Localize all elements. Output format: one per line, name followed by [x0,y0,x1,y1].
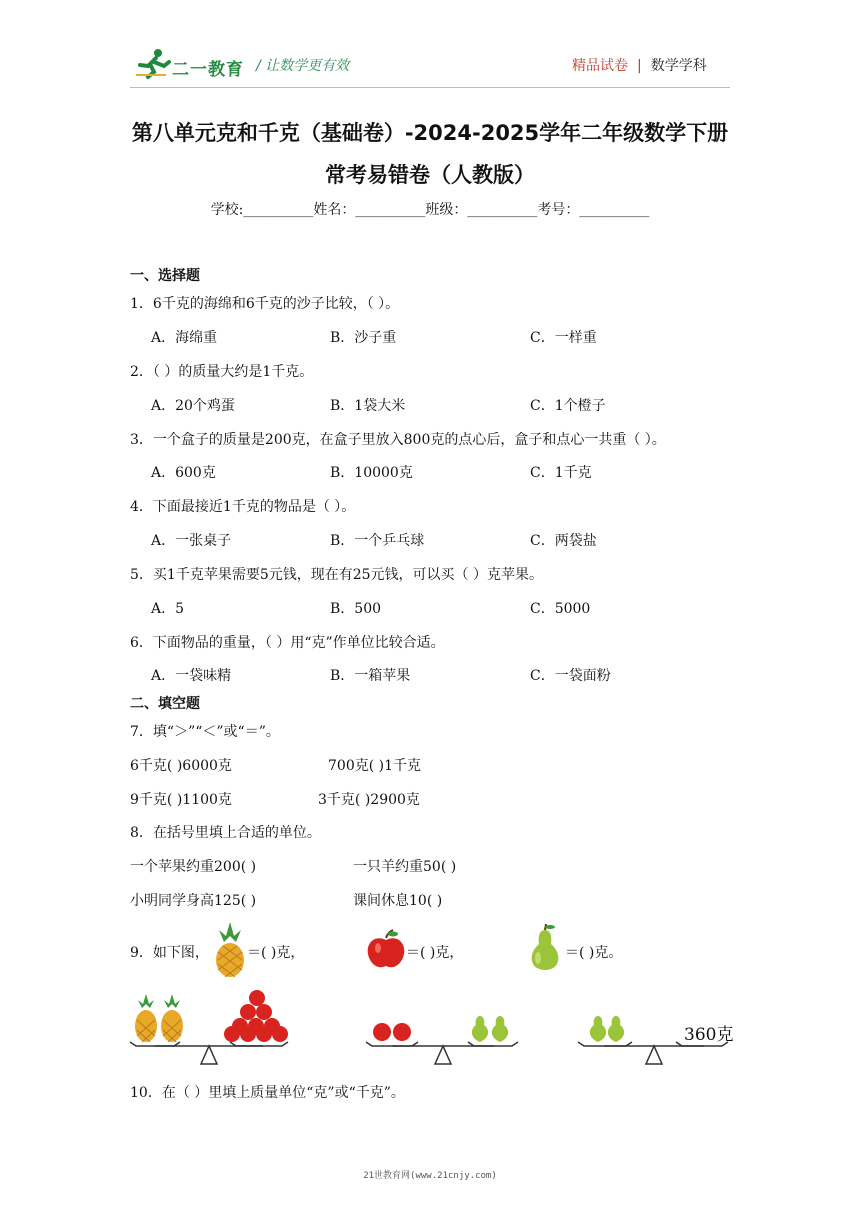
header-separator: | [637,58,642,74]
q4-option-b: B．一个乒乓球 [330,533,425,549]
question-4: 4．下面最接近1千克的物品是（ ）。 [130,499,356,515]
q1-option-c: C．一样重 [530,330,597,346]
q6-option-c: C．一袋面粉 [530,668,611,684]
apple-icon [366,930,406,970]
pineapple-icon [213,922,247,978]
pineapple-icon [135,994,157,1042]
logo-runner-icon [136,48,172,78]
pineapple-icon [161,994,183,1042]
question-9: 9．如下图， [130,945,209,961]
pear-icon [528,924,562,972]
balance-scale-2 [364,988,524,1068]
question-3: 3．一个盒子的质量是200克，在盒子里放入800克的点心后，盒子和点心一共重（ ）。 [130,432,666,448]
q1-option-a: A．海绵重 [151,330,218,346]
q4-option-c: C．两袋盐 [530,533,597,549]
question-7: 7．填“＞”“＜”或“＝”。 [130,724,280,740]
q8-row2-a: 小明同学身高125( ) [130,893,257,909]
q9-pear-blank: ＝( )克。 [565,945,623,961]
pear-icon [590,1016,624,1042]
balance-scale-1 [130,988,290,1068]
brand-name: 二一教育 [172,60,244,80]
question-6: 6．下面物品的重量，（ ）用“克”作单位比较合适。 [130,635,445,651]
question-8: 8．在括号里填上合适的单位。 [130,825,321,841]
q6-option-b: B．一箱苹果 [330,668,411,684]
question-5: 5．买1千克苹果需要5元钱，现在有25元钱，可以买（ ）克苹果。 [130,567,543,583]
section-fill-heading: 二、填空题 [130,696,200,712]
q2-option-a: A．20个鸡蛋 [151,398,235,414]
question-10: 10．在（ ）里填上质量单位“克”或“千克”。 [130,1085,405,1101]
header-tag-subject: 数学学科 [650,58,707,74]
q8-row1-a: 一个苹果约重200( ) [130,859,257,875]
header-tag-quality: 精品试卷 [572,58,628,74]
q4-option-a: A．一张桌子 [151,533,232,549]
q7-row1-b: 700克( )1千克 [328,758,422,774]
q7-row2-a: 9千克( )1100克 [130,792,232,808]
q3-option-c: C．1千克 [530,465,592,481]
header-right [572,55,707,75]
apple-pile-icon [224,990,288,1042]
q9-apple-blank: ＝( )克， [406,945,464,961]
question-2: 2．（ ）的质量大约是1千克。 [130,364,314,380]
q5-option-a: A．5 [151,601,185,617]
page-footer: 21世教育网(www.21cnjy.com) [363,1171,497,1181]
slogan: / 让数学更有效 [256,58,350,74]
q9-pineapple-blank: ＝( )克， [247,945,305,961]
q2-option-c: C．1个橙子 [530,398,606,414]
q8-row1-b: 一只羊约重50( ) [353,859,457,875]
q5-option-b: B．500 [330,601,382,617]
q6-option-a: A．一袋味精 [151,668,232,684]
apple-icon [373,1023,411,1041]
q1-option-b: B．沙子重 [330,330,397,346]
page-title-line1: 第八单元克和千克（基础卷）-2024-2025学年二年级数学下册 [131,121,729,145]
q2-option-b: B．1袋大米 [330,398,406,414]
scale-weight-label: 360克 [684,1025,734,1045]
question-1: 1．6千克的海绵和6千克的沙子比较，（ ）。 [130,296,400,312]
pear-icon [472,1016,508,1042]
q3-option-a: A．600克 [151,465,216,481]
section-choice-heading: 一、选择题 [130,268,200,284]
q7-row1-a: 6千克( )6000克 [130,758,232,774]
student-info-line: 学校:__________姓名：__________班级：__________考号：__________ [210,202,650,218]
q8-row2-b: 课间休息10( ) [353,893,443,909]
q3-option-b: B．10000克 [330,465,413,481]
page-title-line2: 常考易错卷（人教版） [325,163,535,187]
q7-row2-b: 3千克( )2900克 [318,792,420,808]
q5-option-c: C．5000 [530,601,591,617]
header-divider [130,87,730,88]
